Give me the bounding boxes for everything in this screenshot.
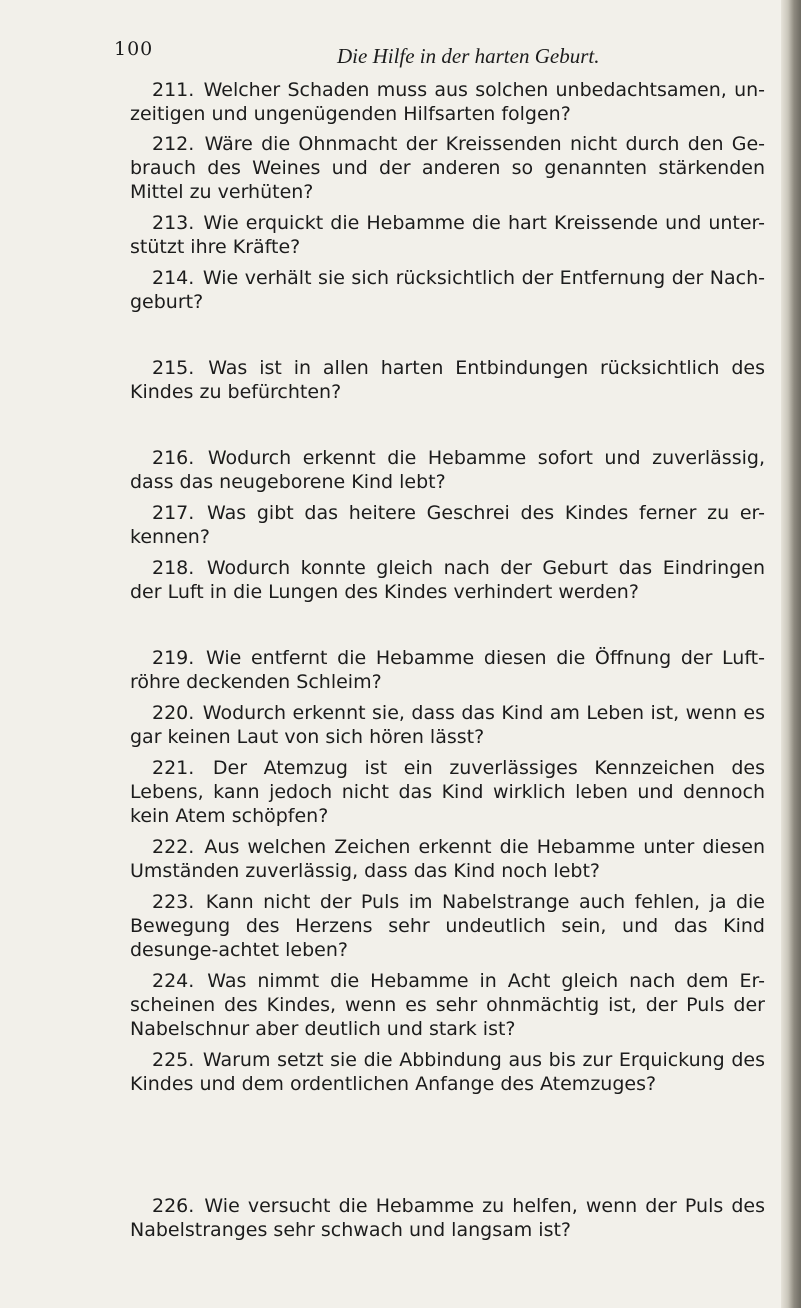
question-text: Wie versucht die Hebamme zu helfen, wenn der Puls des Nabelstranges sehr schwach und langsam ist? — [130, 1195, 765, 1241]
question-text: Wodurch konnte gleich nach der Geburt das Eindringen der Luft in die Lungen des Kindes verhindert werden? — [130, 557, 766, 603]
question-226 — [130, 1194, 765, 1242]
question-215 — [130, 356, 765, 404]
question-number: 213. — [152, 212, 195, 234]
question-text: Wodurch erkennt sie, dass das Kind am Leben ist, wenn es gar keinen Laut von sich hören lässt? — [130, 702, 765, 748]
page-number: 100 — [114, 38, 154, 60]
question-number: 215. — [152, 357, 195, 379]
question-text: Wie verhält sie sich rücksichtlich der Entfernung der Nach-geburt? — [130, 267, 766, 313]
question-220 — [130, 701, 765, 749]
running-head: Die Hilfe in der harten Geburt. — [337, 44, 600, 68]
question-number: 225. — [152, 1049, 195, 1071]
question-213 — [130, 211, 765, 259]
question-text: Der Atemzug ist ein zuverlässiges Kennzeichen des Lebens, kann jedoch nicht das Kind wirklich leben und dennoch kein Atem schöpfen? — [130, 757, 765, 827]
question-216 — [130, 446, 765, 494]
question-223 — [130, 890, 765, 962]
question-number: 221. — [152, 757, 195, 779]
question-text: Was gibt das heitere Geschrei des Kindes ferner zu er-kennen? — [130, 502, 766, 548]
question-text: Aus welchen Zeichen erkennt die Hebamme unter diesen Umständen zuverlässig, dass das Kind noch lebt? — [130, 836, 765, 882]
question-text: Welcher Schaden muss aus solchen unbedachtsamen, un-zeitigen und ungenügenden Hilfsarten folgen? — [130, 79, 766, 125]
question-217 — [130, 501, 765, 549]
question-number: 222. — [152, 836, 195, 858]
question-text: Was nimmt die Hebamme in Acht gleich nach dem Er-scheinen des Kindes, wenn es sehr ohnmächtig ist, der Puls der Nabelschnur aber deutlich und stark ist? — [130, 970, 765, 1040]
question-222 — [130, 835, 765, 883]
question-number: 216. — [152, 447, 195, 469]
question-225 — [130, 1048, 765, 1096]
question-224 — [130, 969, 765, 1041]
question-number: 214. — [152, 267, 195, 289]
page-edge-shadow — [781, 0, 801, 1308]
question-text: Wie entfernt die Hebamme diesen die Öffnung der Luft-röhre deckenden Schleim? — [130, 647, 765, 693]
question-text: Wäre die Ohnmacht der Kreissenden nicht durch den Ge-brauch des Weines und der anderen so genannten stärkenden Mittel zu verhüten? — [130, 133, 765, 203]
question-number: 211. — [152, 79, 195, 101]
question-number: 224. — [152, 970, 195, 992]
question-218 — [130, 556, 765, 604]
question-number: 219. — [152, 647, 195, 669]
question-221 — [130, 756, 765, 828]
question-text: Wodurch erkennt die Hebamme sofort und zuverlässig, dass das neugeborene Kind lebt? — [130, 447, 765, 493]
question-number: 212. — [152, 133, 195, 155]
question-text: Kann nicht der Puls im Nabelstrange auch fehlen, ja die Bewegung des Herzens sehr undeutlich sein, und das Kind desunge-achtet leben? — [130, 891, 765, 961]
question-text: Was ist in allen harten Entbindungen rücksichtlich des Kindes zu befürchten? — [130, 357, 765, 403]
question-219 — [130, 646, 765, 694]
question-number: 217. — [152, 502, 195, 524]
question-number: 226. — [152, 1195, 195, 1217]
question-text: Wie erquickt die Hebamme die hart Kreissende und unter-stützt ihre Kräfte? — [130, 212, 765, 258]
question-212 — [130, 132, 765, 204]
question-211 — [130, 78, 765, 126]
question-text: Warum setzt sie die Abbindung aus bis zur Erquickung des Kindes und dem ordentlichen Anfange des Atemzuges? — [130, 1049, 765, 1095]
question-number: 218. — [152, 557, 195, 579]
question-number: 223. — [152, 891, 195, 913]
question-list — [130, 78, 765, 1242]
question-214 — [130, 266, 765, 314]
question-number: 220. — [152, 702, 195, 724]
